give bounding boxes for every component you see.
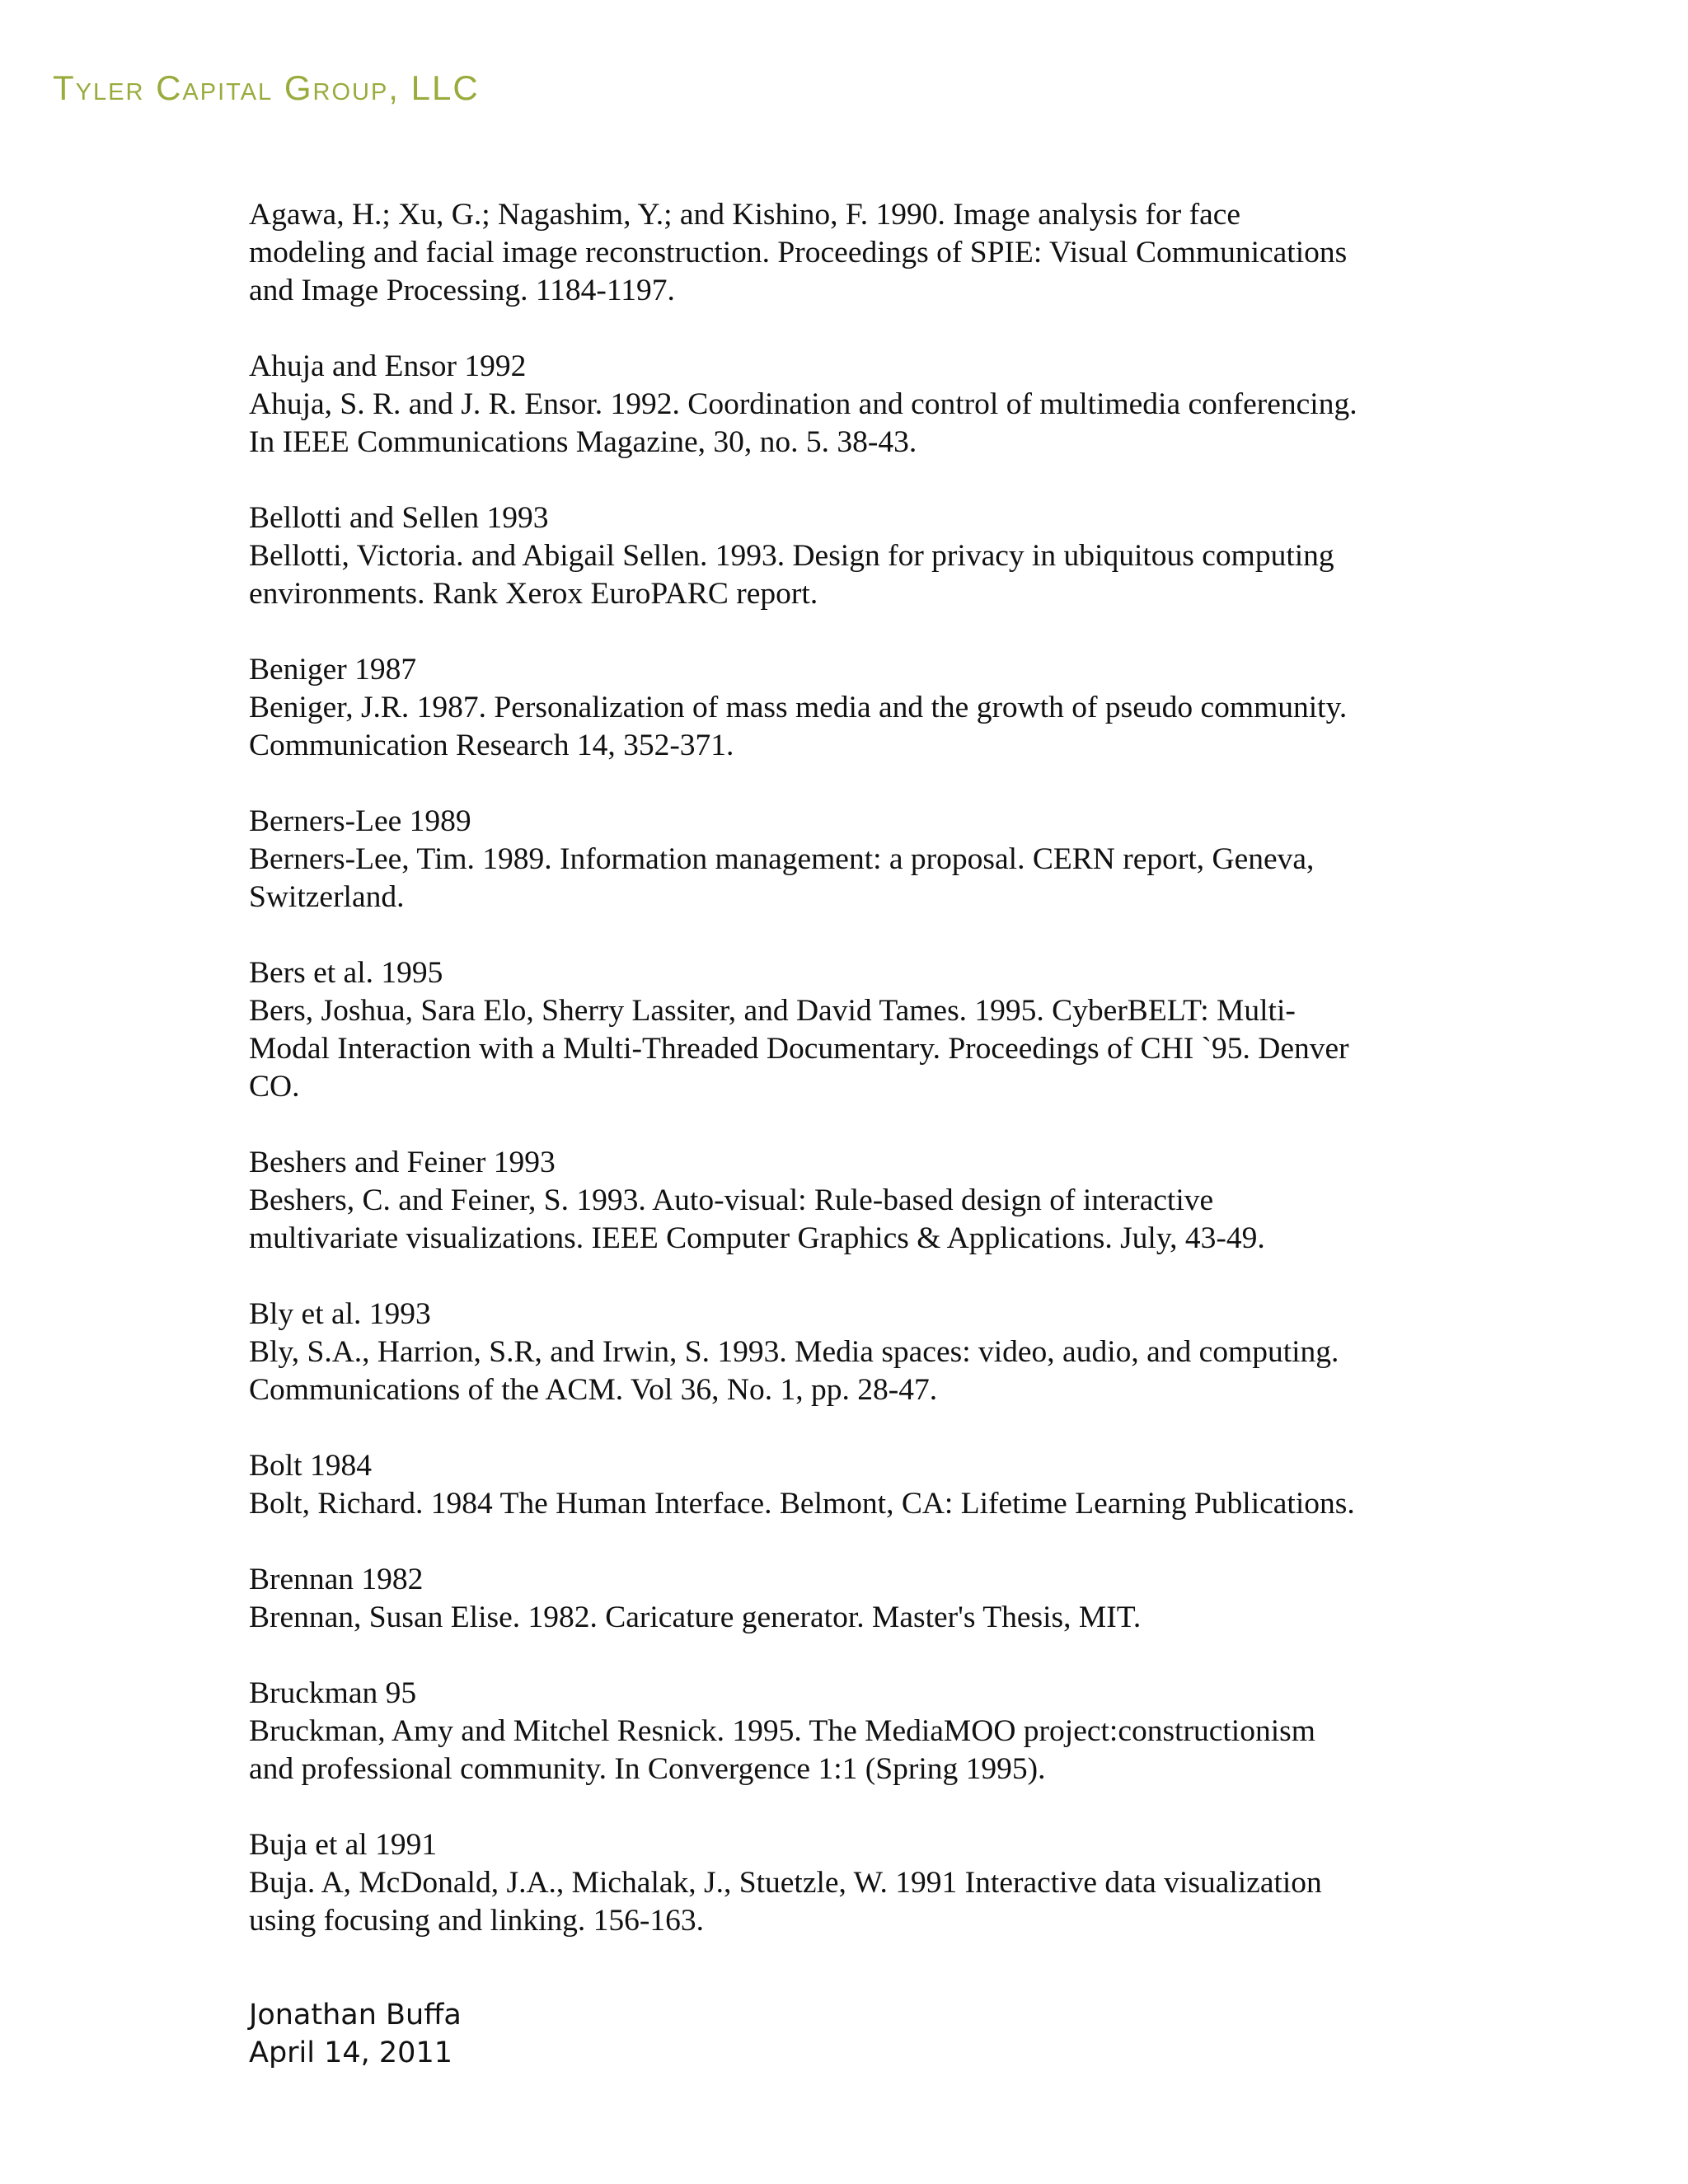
- reference-entry: [249, 1826, 1452, 1940]
- reference-entry: [249, 499, 1452, 613]
- reference-key: Bruckman 95: [249, 1676, 417, 1710]
- reference-text-line: Bly, S.A., Harrion, S.R, and Irwin, S. 1993. Media spaces: video, audio, and computing.: [249, 1335, 1339, 1369]
- reference-text-line: In IEEE Communications Magazine, 30, no. 5. 38-43.: [249, 425, 917, 459]
- reference-text-line: Bellotti, Victoria. and Abigail Sellen. 1993. Design for privacy in ubiquitous computing: [249, 539, 1334, 573]
- reference-text-line: Bers, Joshua, Sara Elo, Sherry Lassiter, and David Tames. 1995. CyberBELT: Multi-: [249, 994, 1296, 1028]
- reference-entry: [249, 1675, 1452, 1788]
- reference-text-line: Berners-Lee, Tim. 1989. Information management: a proposal. CERN report, Geneva,: [249, 842, 1315, 876]
- reference-text-line: and Image Processing. 1184-1197.: [249, 274, 675, 307]
- reference-text-line: Bruckman, Amy and Mitchel Resnick. 1995. The MediaMOO project:constructionism: [249, 1714, 1315, 1748]
- reference-text-line: environments. Rank Xerox EuroPARC report.: [249, 577, 818, 611]
- reference-entry: [249, 1561, 1452, 1637]
- reference-text-line: using focusing and linking. 156-163.: [249, 1904, 705, 1938]
- reference-key: Bers et al. 1995: [249, 956, 443, 990]
- reference-text-line: multivariate visualizations. IEEE Computer Graphics & Applications. July, 43-49.: [249, 1221, 1265, 1255]
- reference-key: Beniger 1987: [249, 653, 417, 687]
- reference-entry: [249, 651, 1452, 765]
- reference-key: Buja et al 1991: [249, 1828, 438, 1862]
- reference-text-line: and professional community. In Convergence 1:1 (Spring 1995).: [249, 1752, 1046, 1786]
- reference-text-line: Beshers, C. and Feiner, S. 1993. Auto-visual: Rule-based design of interactive: [249, 1183, 1214, 1217]
- reference-entry: [249, 1296, 1452, 1409]
- reference-entry: [249, 1447, 1452, 1523]
- reference-text-line: Bolt, Richard. 1984 The Human Interface. Belmont, CA: Lifetime Learning Publications.: [249, 1487, 1355, 1521]
- reference-key: Bolt 1984: [249, 1449, 372, 1483]
- company-header: Tyler Capital Group, LLC: [53, 68, 480, 107]
- reference-entry: [249, 803, 1452, 916]
- signature-block: [249, 1996, 462, 2072]
- reference-key: Brennan 1982: [249, 1563, 424, 1596]
- reference-entry: [249, 348, 1452, 462]
- reference-key: Ahuja and Ensor 1992: [249, 349, 527, 383]
- reference-text-line: Beniger, J.R. 1987. Personalization of mass media and the growth of pseudo community.: [249, 691, 1348, 724]
- reference-text-line: Agawa, H.; Xu, G.; Nagashim, Y.; and Kishino, F. 1990. Image analysis for face: [249, 198, 1241, 232]
- reference-text-line: CO.: [249, 1070, 300, 1104]
- reference-text-line: Communication Research 14, 352-371.: [249, 729, 734, 762]
- reference-entry: [249, 1144, 1452, 1258]
- reference-text-line: Communications of the ACM. Vol 36, No. 1, pp. 28-47.: [249, 1373, 938, 1407]
- author-name: Jonathan Buffa: [249, 1999, 462, 2032]
- reference-text-line: Brennan, Susan Elise. 1982. Caricature generator. Master's Thesis, MIT.: [249, 1601, 1142, 1634]
- reference-text-line: modeling and facial image reconstruction. Proceedings of SPIE: Visual Communications: [249, 236, 1348, 269]
- reference-list: [249, 196, 1452, 1978]
- reference-text-line: Ahuja, S. R. and J. R. Ensor. 1992. Coordination and control of multimedia conferencing.: [249, 387, 1357, 421]
- reference-text-line: Switzerland.: [249, 880, 405, 914]
- reference-text-line: Modal Interaction with a Multi-Threaded Documentary. Proceedings of CHI `95. Denver: [249, 1032, 1349, 1066]
- document-date: April 14, 2011: [249, 2036, 452, 2069]
- reference-key: Bellotti and Sellen 1993: [249, 501, 549, 535]
- reference-key: Berners-Lee 1989: [249, 804, 471, 838]
- reference-key: Bly et al. 1993: [249, 1297, 431, 1331]
- reference-text-line: Buja. A, McDonald, J.A., Michalak, J., Stuetzle, W. 1991 Interactive data visualization: [249, 1866, 1322, 1900]
- reference-entry: [249, 196, 1452, 310]
- reference-entry: [249, 954, 1452, 1106]
- reference-key: Beshers and Feiner 1993: [249, 1146, 556, 1179]
